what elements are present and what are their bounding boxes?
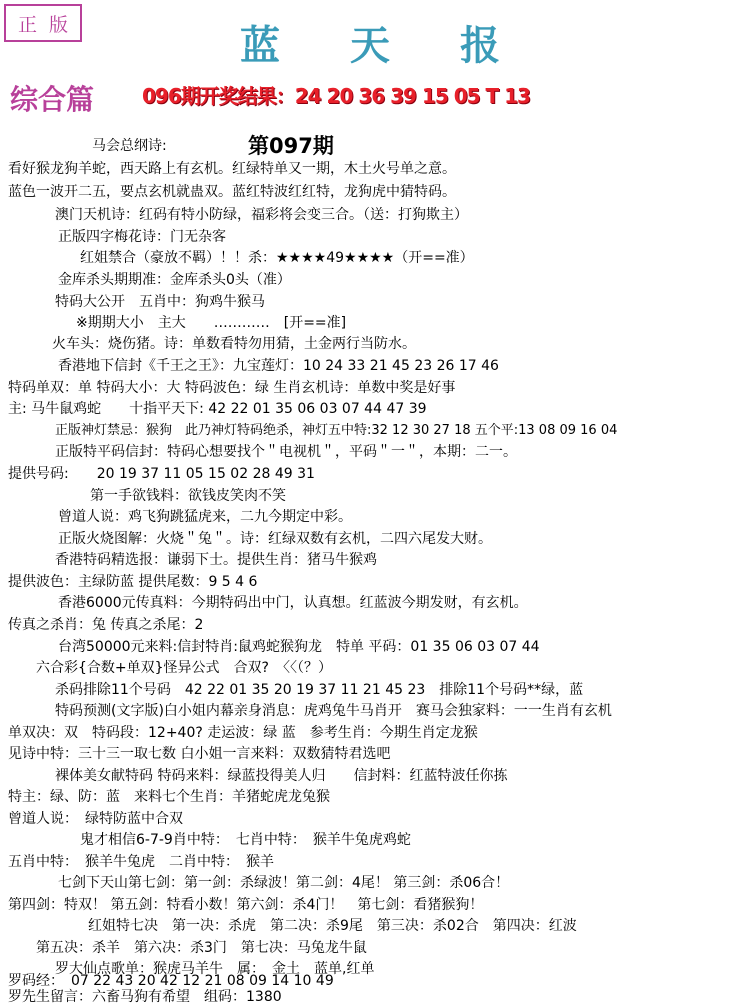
stamp-char-right: 版 <box>48 13 68 36</box>
text-line: 台湾50000元来料:信封特肖:鼠鸡蛇猴狗龙 特单 平码：01 35 06 03 07 44 <box>58 639 540 655</box>
text-line: 提供号码: 20 19 37 11 05 15 02 28 49 31 <box>8 466 315 482</box>
text-line: 火车头：烧伤猪。诗：单数看特勿用猜，土金两行当防水。 <box>52 336 416 352</box>
text-line: 见诗中特：三十三一取七数 白小姐一言来料：双数猜特君选吧 <box>8 746 391 762</box>
text-line: 五肖中特： 猴羊牛兔虎 二肖中特： 猴羊 <box>8 854 274 870</box>
text-line: 鬼才相信6-7-9肖中特： 七肖中特： 猴羊牛兔虎鸡蛇 <box>80 832 411 848</box>
text-line: 传真之杀肖：兔 传真之杀尾：2 <box>8 617 204 633</box>
text-line: 香港6000元传真料：今期特码出中门，认真想。红蓝波今期发财，有玄机。 <box>58 595 528 611</box>
masthead-title <box>240 14 500 71</box>
text-line: 正版特平码信封：特码心想要找个＂电视机＂，平码＂一＂，本期：二一。 <box>55 444 517 460</box>
masthead-char-3: 报 <box>460 22 500 69</box>
text-line: 提供波色：主绿防蓝 提供尾数：9 5 4 6 <box>8 574 258 590</box>
text-line: 看好猴龙狗羊蛇，西天路上有玄机。红绿特单又一期，木土火号单之意。 <box>8 161 456 177</box>
text-line: 曾道人说： 绿特防蓝中合双 <box>8 811 183 827</box>
text-line: 第一手欲钱料：欲钱皮笑肉不笑 <box>90 488 286 504</box>
text-line: 第四剑：特双！ 第五剑：特看小数！第六剑：杀4门！ 第七剑：看猪猴狗！ <box>8 897 484 913</box>
text-line: 正版神灯禁忌：猴狗 此乃神灯特码绝杀，神灯五中特:32 12 30 27 18 五个平:13 08 09 16 04 <box>55 423 618 438</box>
text-line: 蓝色一波开二五，要点玄机就蛊双。蓝红特波红红特，龙狗虎中猜特码。 <box>8 184 456 200</box>
text-line: 马会总纲诗: <box>92 138 167 154</box>
text-line: 七剑下天山第七剑：第一剑：杀绿波！第二剑：4尾！ 第三剑：杀06合！ <box>58 875 510 891</box>
text-line: 正版火烧图解：火烧＂兔＂。诗：红绿双数有玄机，二四六尾发大财。 <box>58 531 492 547</box>
text-line: ※期期大小 主大 ………… [开==准] <box>76 315 347 331</box>
text-line: 罗先生留言：六畜马狗有希望 组码：1380 <box>8 989 282 1005</box>
genuine-edition-stamp <box>4 4 82 42</box>
text-line: 特码大公开 五肖中：狗鸡牛猴马 <box>55 294 265 310</box>
text-line: 红姐禁合（豪放不羁）！！杀：★★★★49★★★★（开==准） <box>80 250 474 266</box>
masthead-char-1: 蓝 <box>240 22 280 69</box>
previous-draw-result: 096期开奖结果：24 20 36 39 15 05 T 13 <box>142 84 530 108</box>
text-line: 金库杀头期期准：金库杀头0头（准） <box>58 272 291 288</box>
text-line: 曾道人说：鸡飞狗跳猛虎来，二九今期定中彩。 <box>58 509 352 525</box>
text-line: 主: 马牛鼠鸡蛇 十指平天下: 42 22 01 35 06 03 07 44 47 39 <box>8 401 427 417</box>
text-line: 香港特码精选报：谦弱下士。提供生肖：猪马牛猴鸡 <box>55 552 377 568</box>
issue-number: 第097期 <box>248 134 334 158</box>
masthead-char-2: 天 <box>350 22 390 69</box>
text-line: 罗大仙点歌单：猴虎马羊牛 属： 金土 蓝单,红单 <box>55 961 375 977</box>
text-line: 杀码排除11个号码 42 22 01 35 20 19 37 11 21 45 23 排除11个号码**绿，蓝 <box>55 682 584 698</box>
text-line: 单双决：双 特码段：12+40? 走运波：绿 蓝 参考生肖：今期生肖定龙猴 <box>8 725 478 741</box>
text-line: 特主：绿、防：蓝 来料七个生肖：羊猪蛇虎龙兔猴 <box>8 789 330 805</box>
stamp-char-left: 正 <box>17 13 37 36</box>
text-line: 第五决：杀羊 第六决：杀3门 第七决：马兔龙牛鼠 <box>36 940 367 956</box>
text-line: 正版四字梅花诗：门无杂客 <box>58 229 226 245</box>
text-line: 罗码经： 07 22 43 20 42 12 21 08 09 14 10 49 <box>8 973 334 989</box>
text-line: 特码预测(文字版)白小姐内幕亲身消息：虎鸡兔牛马肖开 赛马会独家料：一一生肖有玄机 <box>55 703 612 719</box>
text-line: 澳门天机诗：红码有特小防绿，福彩将会变三合。（送：打狗欺主） <box>55 207 468 223</box>
text-line: 六合彩{合数+单双}怪异公式 合双? 〈〈（？） <box>36 660 332 676</box>
text-line: 裸体美女献特码 特码来料：绿蓝投得美人归 信封料：红蓝特波任你拣 <box>55 768 508 784</box>
section-title: 综合篇 <box>10 83 95 116</box>
text-line: 红姐特七决 第一决：杀虎 第二决：杀9尾 第三决：杀02合 第四决：红波 <box>88 918 577 934</box>
text-line: 特码单双：单 特码大小：大 特码波色：绿 生肖玄机诗：单数中奖是好事 <box>8 380 456 396</box>
text-line: 香港地下信封《千王之王》：九宝莲灯：10 24 33 21 45 23 26 17 46 <box>58 358 499 374</box>
